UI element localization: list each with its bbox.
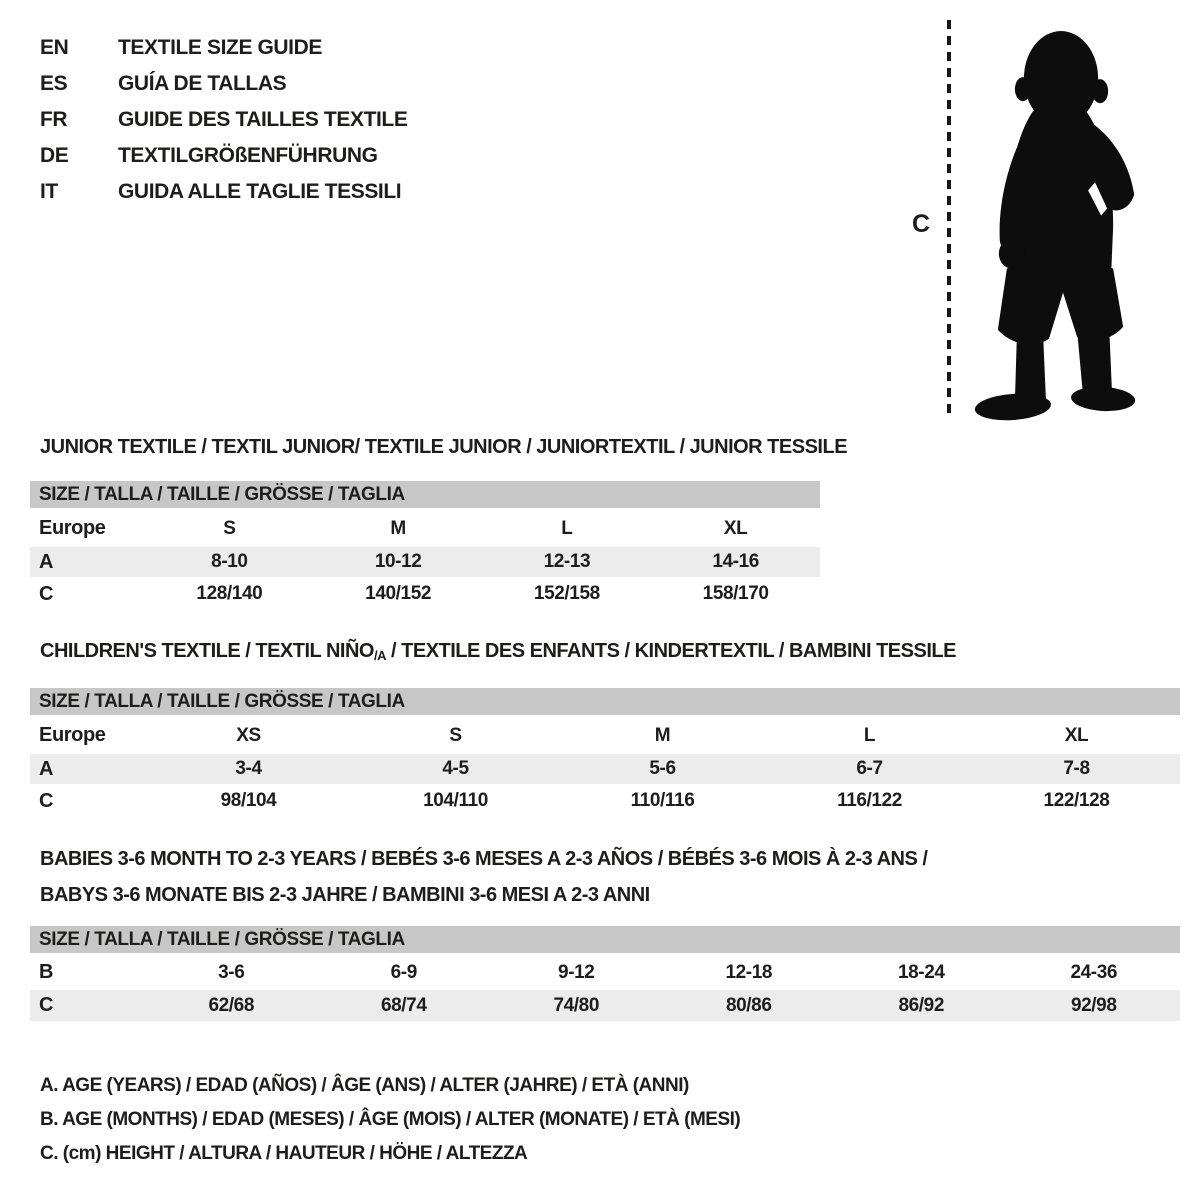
table-cell: 12-13 (543, 551, 591, 572)
table-cell: 122/128 (1043, 790, 1110, 811)
table-cell: 68/74 (380, 994, 427, 1016)
table-cell: 3-6 (218, 961, 245, 983)
size-column-header: XL (723, 517, 748, 539)
table-cell: 140/152 (365, 583, 432, 604)
table-row (30, 754, 1180, 784)
row-label: C (39, 789, 54, 812)
height-measure-label: C (912, 210, 931, 238)
region-label: Europe (39, 517, 106, 539)
table-row (30, 547, 820, 577)
language-code: IT (40, 180, 58, 203)
row-label: A (39, 550, 54, 573)
size-column-header: L (561, 517, 573, 539)
table-cell: 98/104 (220, 790, 277, 811)
row-label: A (39, 757, 54, 780)
table-cell: 62/68 (208, 994, 255, 1016)
language-row-fr (40, 102, 407, 138)
size-column-header: S (223, 517, 236, 539)
table-row (30, 579, 820, 609)
children-title-rest: / TEXTILE DES ENFANTS / KINDERTEXTIL / BAMBINI TESSILE (385, 640, 956, 662)
row-label: C (39, 582, 54, 605)
height-measure-line (947, 20, 951, 418)
language-code: DE (40, 144, 69, 167)
table-cell: 158/170 (702, 583, 769, 604)
children-size-table (30, 688, 1180, 816)
children-title-sub: /A (373, 648, 386, 663)
babies-section-title-line1: BABIES 3-6 MONTH TO 2-3 YEARS / BEBÉS 3-6 MESES A 2-3 AÑOS / BÉBÉS 3-6 MOIS À 2-3 ANS / (40, 848, 928, 870)
size-column-header: S (449, 724, 462, 746)
table-cell: 18-24 (897, 961, 945, 983)
table-cell: 92/98 (1070, 994, 1117, 1016)
size-header-band: SIZE / TALLA / TAILLE / GRÖSSE / TAGLIA (30, 688, 1180, 717)
size-header-band: SIZE / TALLA / TAILLE / GRÖSSE / TAGLIA (30, 926, 1180, 955)
table-cell: 6-7 (856, 758, 883, 779)
table-cell: 6-9 (390, 961, 417, 983)
table-cell: 110/116 (630, 790, 695, 811)
region-label: Europe (39, 724, 106, 746)
size-column-header: M (654, 724, 671, 746)
size-column-header: XL (1064, 724, 1089, 746)
table-cell: 4-5 (442, 758, 469, 779)
size-column-header: M (390, 517, 406, 539)
table-cell: 9-12 (558, 961, 595, 983)
table-cell: 74/80 (553, 994, 600, 1016)
table-cell: 3-4 (235, 758, 262, 779)
language-code: ES (40, 72, 68, 95)
row-label: B (39, 961, 54, 983)
babies-size-table (30, 926, 1180, 1021)
row-label: C (39, 994, 54, 1016)
size-column-header: L (863, 724, 876, 746)
junior-size-table (30, 481, 820, 609)
table-cell: 116/122 (837, 790, 902, 811)
table-cell: 14-16 (712, 551, 759, 572)
table-cell: 152/158 (533, 583, 600, 604)
language-code: FR (40, 108, 68, 131)
table-row (30, 719, 1180, 752)
legend-line-a: A. AGE (YEARS) / EDAD (AÑOS) / ÂGE (ANS) / ALTER (JAHRE) / ETÀ (ANNI) (40, 1075, 689, 1096)
size-header-band: SIZE / TALLA / TAILLE / GRÖSSE / TAGLIA (30, 481, 820, 510)
table-cell: 12-18 (725, 961, 773, 983)
language-row-it (40, 174, 407, 210)
language-title: GUIDA ALLE TAGLIE TESSILI (118, 180, 402, 203)
measure-legend (40, 1069, 740, 1171)
table-row (30, 786, 1180, 816)
table-row (30, 957, 1180, 988)
language-title-list (40, 30, 407, 210)
language-row-en (40, 30, 407, 66)
table-row (30, 512, 820, 545)
table-cell: 80/86 (725, 994, 772, 1016)
toddler-silhouette-icon (968, 16, 1144, 422)
table-cell: 7-8 (1063, 758, 1090, 779)
children-section-title (40, 640, 956, 663)
language-code: EN (40, 36, 69, 59)
language-title: TEXTILE SIZE GUIDE (118, 36, 322, 59)
table-cell: 86/92 (898, 994, 945, 1016)
legend-line-b: B. AGE (MONTHS) / EDAD (MESES) / ÂGE (MOIS) / ALTER (MONATE) / ETÀ (MESI) (40, 1109, 741, 1130)
table-cell: 128/140 (196, 583, 263, 604)
language-title: TEXTILGRÖßENFÜHRUNG (118, 144, 378, 167)
table-cell: 8-10 (211, 551, 248, 572)
table-cell: 104/110 (423, 790, 488, 811)
size-column-header: XS (236, 724, 261, 746)
table-row (30, 990, 1180, 1021)
table-cell: 10-12 (374, 551, 422, 572)
table-cell: 24-36 (1070, 961, 1118, 983)
table-cell: 5-6 (649, 758, 676, 779)
children-title-main: CHILDREN'S TEXTILE / TEXTIL NIÑO (40, 640, 374, 662)
junior-section-title: JUNIOR TEXTILE / TEXTIL JUNIOR/ TEXTILE JUNIOR / JUNIORTEXTIL / JUNIOR TESSILE (40, 436, 848, 458)
language-row-de (40, 138, 407, 174)
language-title: GUIDE DES TAILLES TEXTILE (118, 108, 408, 131)
babies-section-title-line2: BABYS 3-6 MONATE BIS 2-3 JAHRE / BAMBINI 3-6 MESI A 2-3 ANNI (40, 884, 650, 906)
language-row-es (40, 66, 407, 102)
legend-line-c: C. (cm) HEIGHT / ALTURA / HAUTEUR / HÖHE / ALTEZZA (40, 1143, 528, 1164)
language-title: GUÍA DE TALLAS (118, 72, 287, 95)
